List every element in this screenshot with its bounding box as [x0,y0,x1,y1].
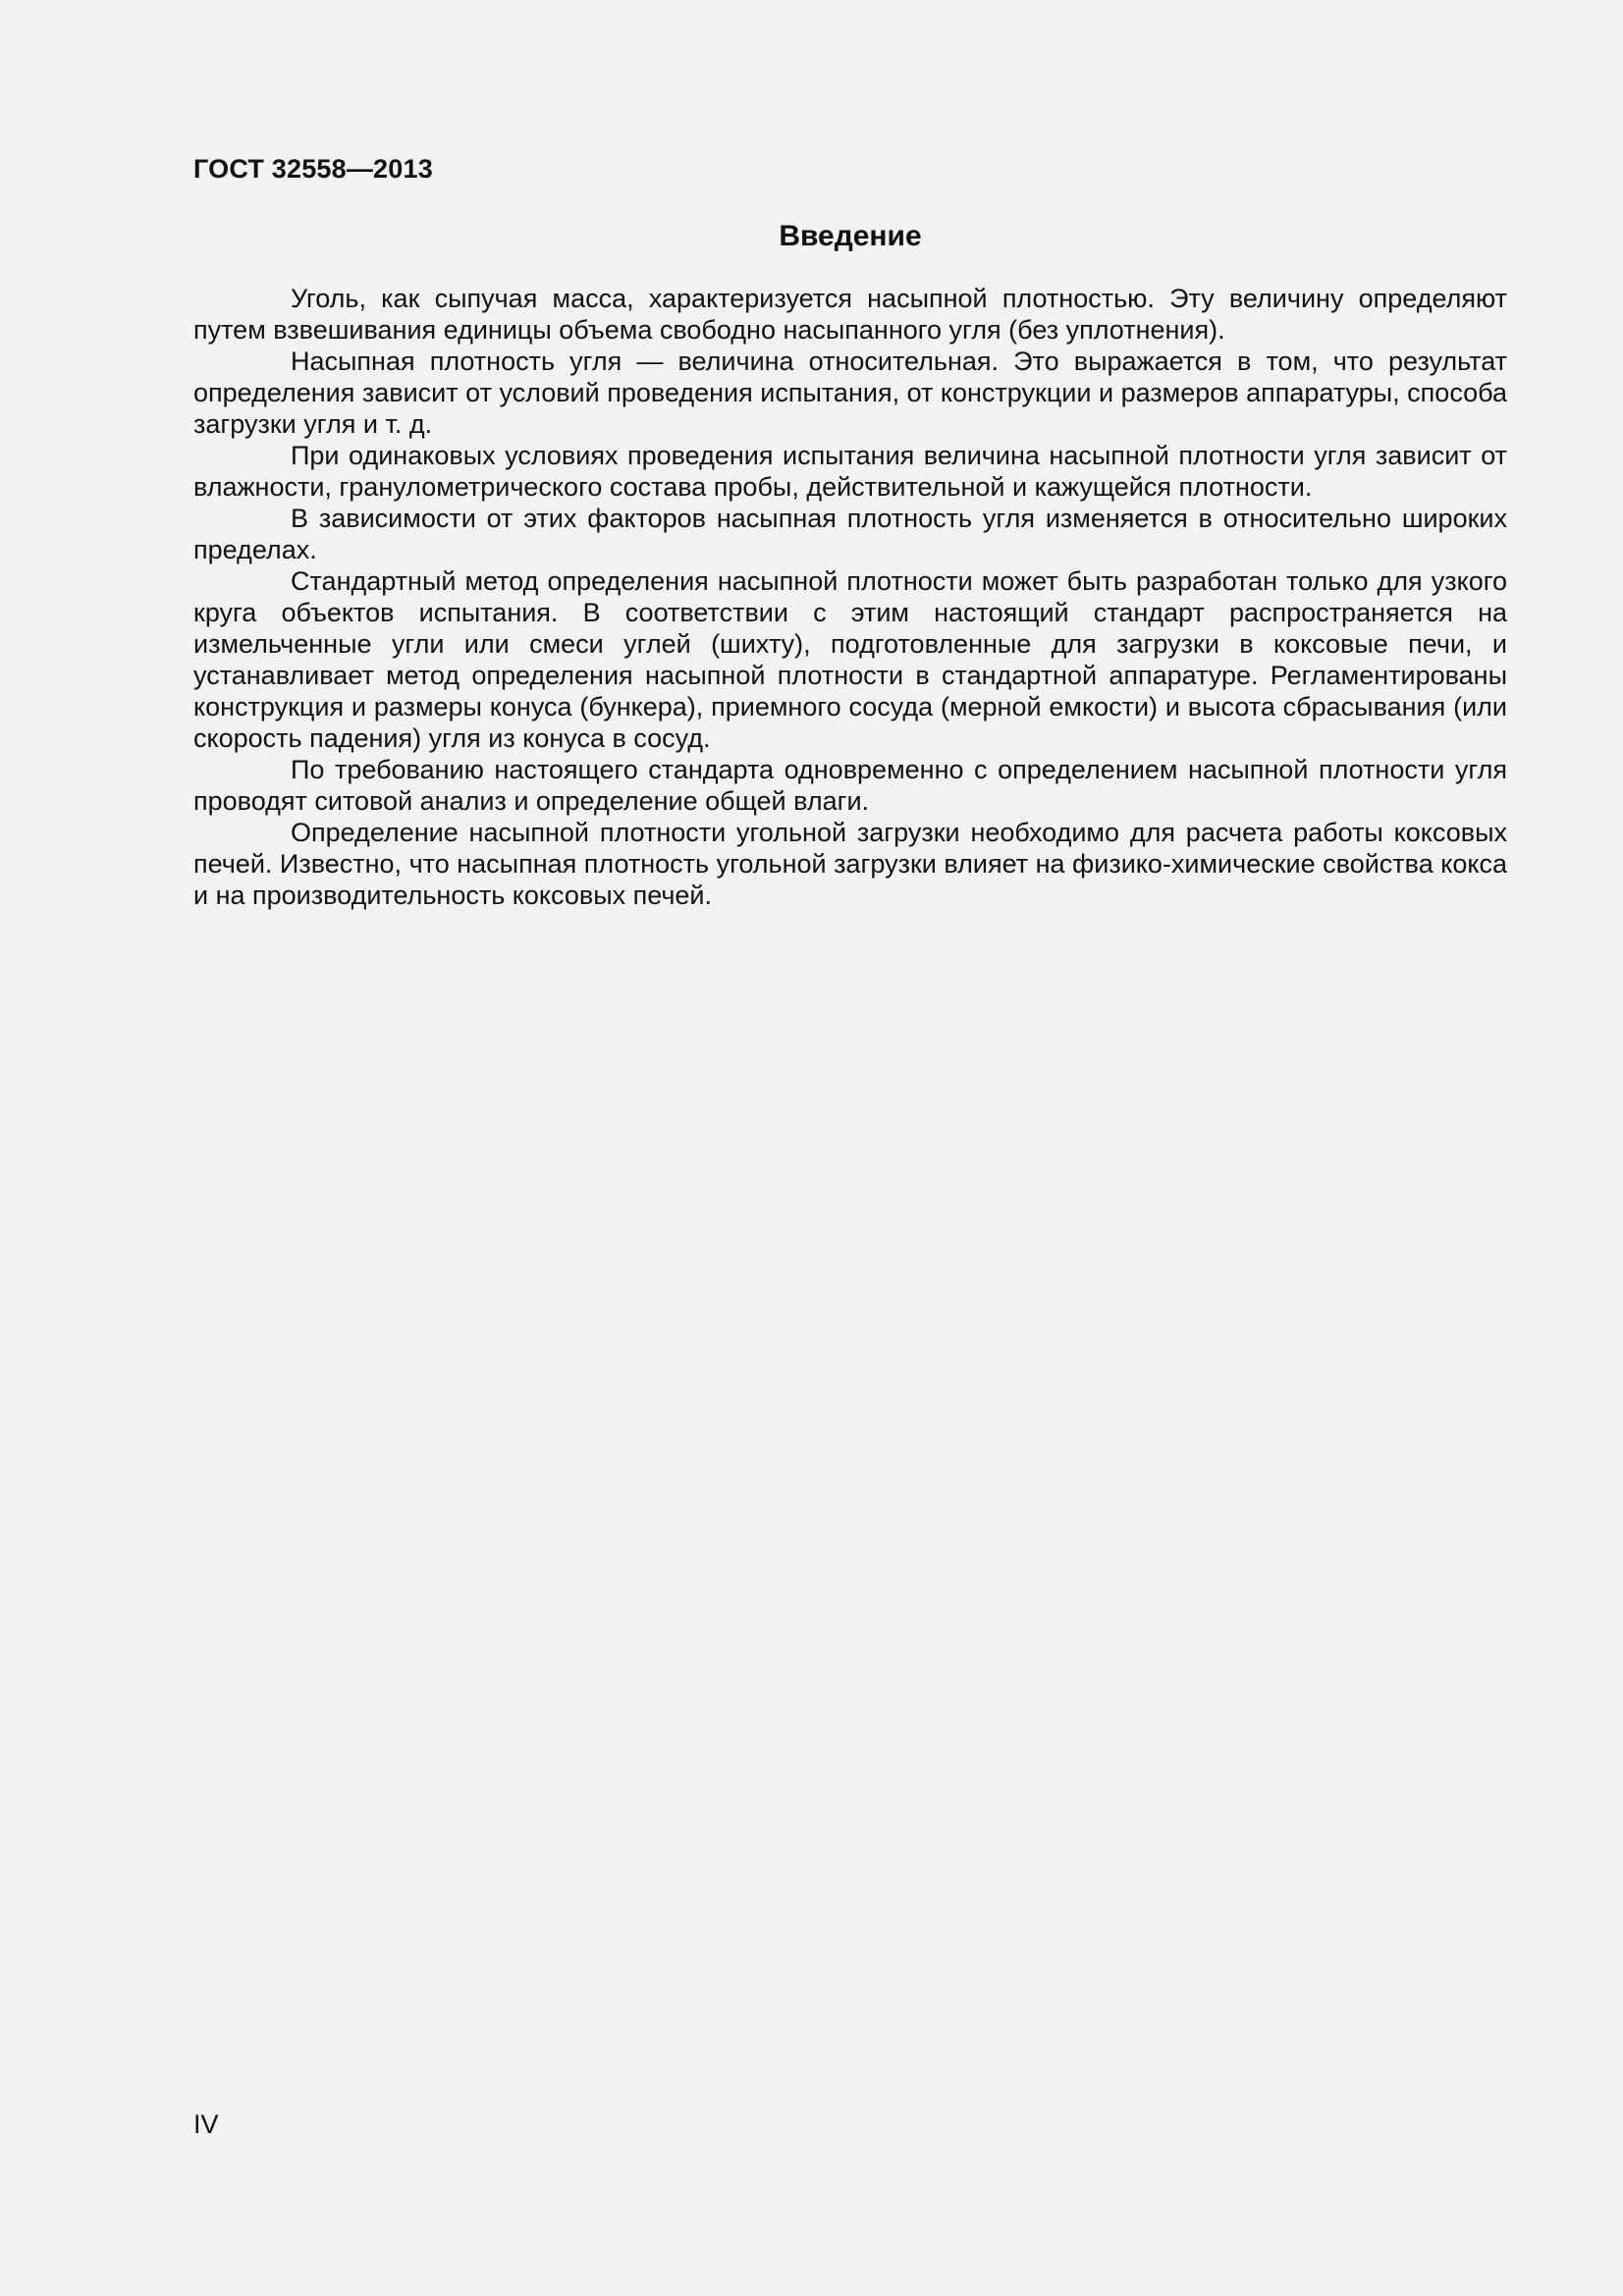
body-text [193,283,1507,911]
page-number: IV [193,2109,219,2139]
paragraph: Определение насыпной плотности угольной загрузки необходимо для расчета работы коксовых печей. Известно, что насыпная плотность угольной загрузки влияет на физико-химические свойства кокса и на производительность коксовых печей. [193,818,1507,910]
paragraph: Стандартный метод определения насыпной плотности может быть разработан только для узкого круга объектов испытания. В соответствии с этим настоящий стандарт распространяется на измельченные угли или смеси углей (шихту), подготовленные для загрузки в коксовые печи, и устанавливает метод определения насыпной плотности в стандартной аппаратуре. Регламентированы конструкция и размеры конуса (бункера), приемного сосуда (мерной емкости) и высота сбрасывания (или скорость падения) угля из конуса в сосуд. [193,566,1507,753]
paragraph: При одинаковых условиях проведения испытания величина насыпной плотности угля зависит от влажности, гранулометрического состава пробы, действительной и кажущейся плотности. [193,441,1507,502]
section-title: Введение [779,220,922,252]
paragraph: Уголь, как сыпучая масса, характеризуется насыпной плотностью. Эту величину определяют путем взвешивания единицы объема свободно насыпанного угля (без уплотнения). [193,284,1507,345]
paragraph: По требованию настоящего стандарта одновременно с определением насыпной плотности угля проводят ситовой анализ и определение общей влаги. [193,755,1507,816]
document-code-header: ГОСТ 32558—2013 [193,154,433,184]
paragraph: В зависимости от этих факторов насыпная плотность угля изменяется в относительно широких пределах. [193,504,1507,564]
paragraph: Насыпная плотность угля — величина относительная. Это выражается в том, что результат определения зависит от условий проведения испытания, от конструкции и размеров аппаратуры, способа загрузки угля и т. д. [193,347,1507,439]
